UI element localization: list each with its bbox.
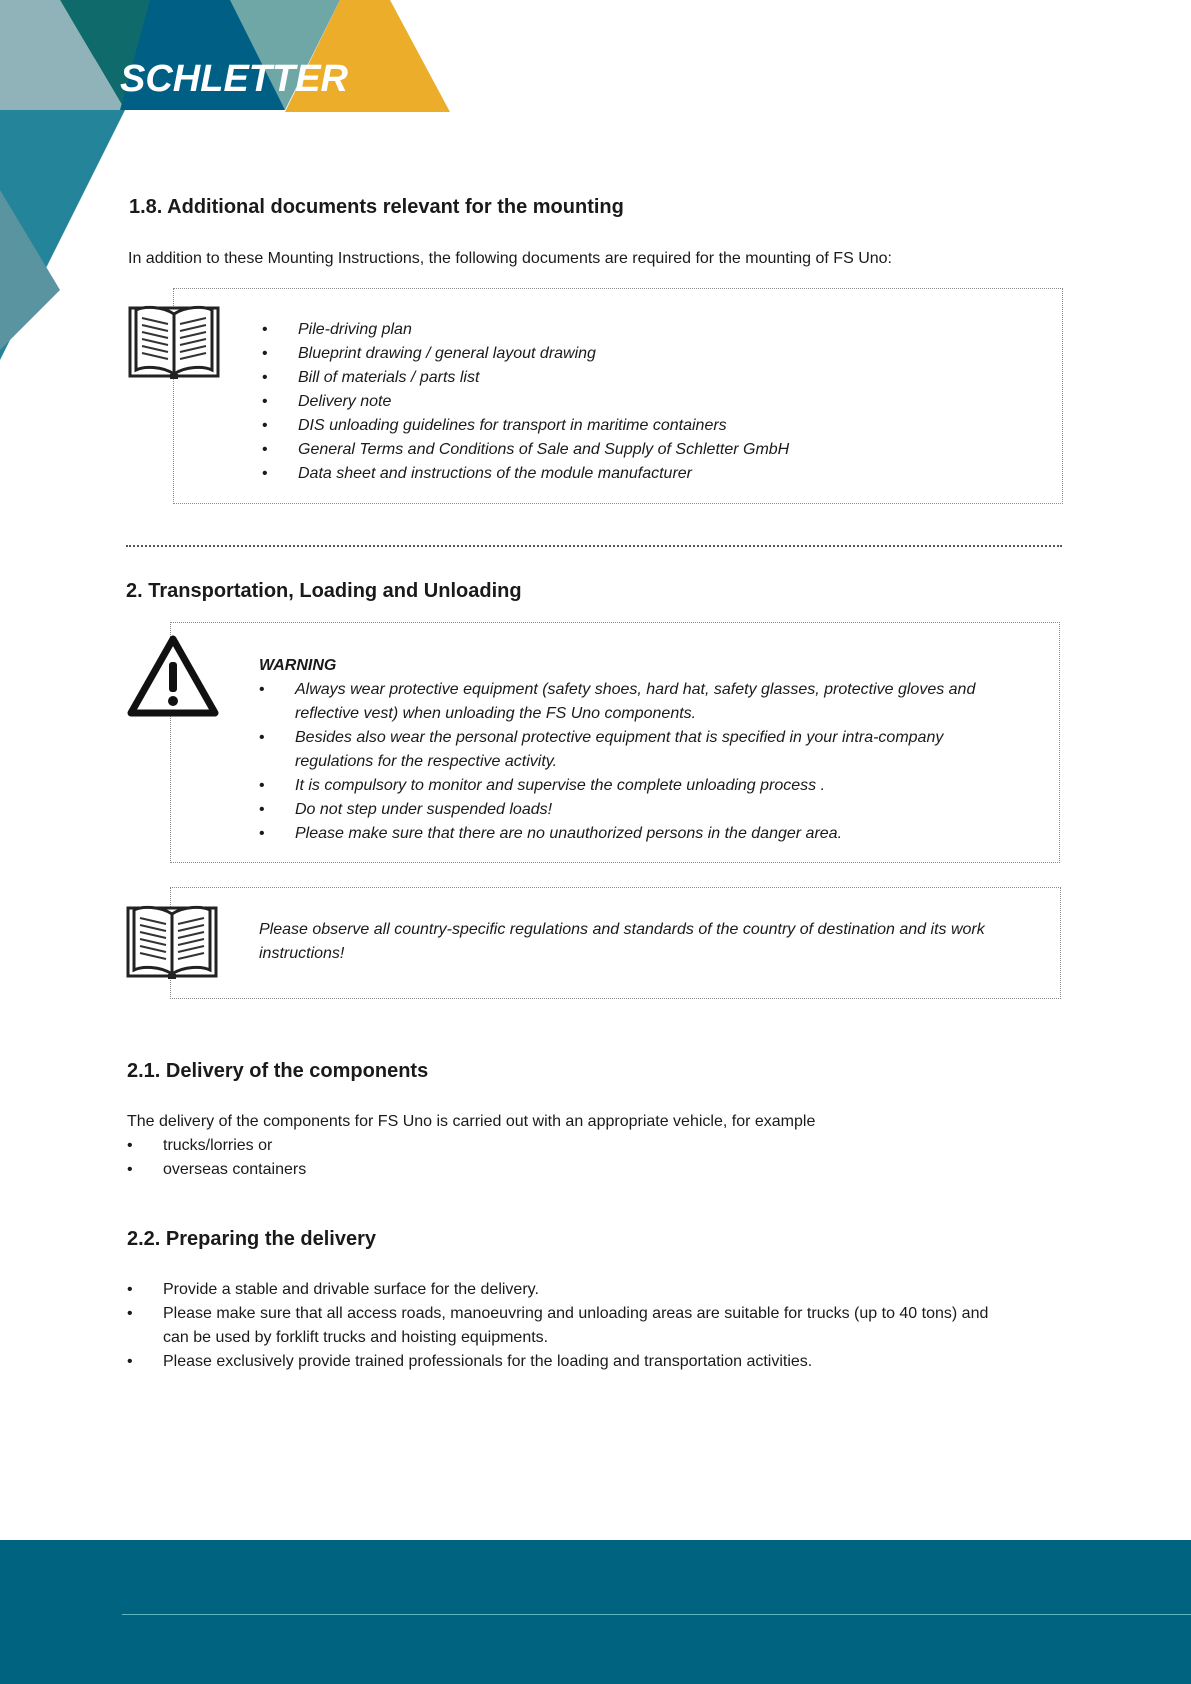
list-item: • Pile-driving plan <box>262 321 412 338</box>
list-item: • Do not step under suspended loads! <box>259 801 553 818</box>
list-item: • Please exclusively provide trained professionals for the loading and transportation activities. <box>127 1353 813 1370</box>
section-1-8-intro: In addition to these Mounting Instructions, the following documents are required for the mounting of FS Uno: <box>128 250 892 267</box>
section-2-title: 2. Transportation, Loading and Unloading <box>126 580 522 602</box>
footer-divider-line <box>122 1614 1191 1615</box>
country-regulations-note: Please observe all country-specific regulations and standards of the country of destination and its work instructions! <box>259 921 985 962</box>
documents-list <box>262 318 1042 486</box>
list-item: • Please make sure that there are no unauthorized persons in the danger area. <box>259 825 843 842</box>
preparing-delivery-list <box>127 1278 1007 1374</box>
delivery-vehicles-list <box>127 1134 1027 1182</box>
warning-triangle-icon <box>126 634 220 718</box>
section-2-1-title: 2.1. Delivery of the components <box>127 1060 429 1082</box>
list-item: • Besides also wear the personal protective equipment that is specified in your intra-company regulations for the respective activity. <box>259 729 944 770</box>
section-divider <box>126 545 1062 547</box>
section-2-2-title: 2.2. Preparing the delivery <box>127 1228 376 1250</box>
schletter-logo: SCHLETTER <box>120 58 348 100</box>
list-item: • Data sheet and instructions of the module manufacturer <box>262 465 692 482</box>
list-item: • trucks/lorries or <box>127 1137 273 1154</box>
list-item: • Provide a stable and drivable surface for the delivery. <box>127 1281 539 1298</box>
list-item: • It is compulsory to monitor and supervise the complete unloading process . <box>259 777 826 794</box>
footer-band <box>0 1540 1191 1684</box>
warning-heading: WARNING <box>259 657 337 674</box>
section-1-8-title: 1.8. Additional documents relevant for the mounting <box>129 196 624 218</box>
list-item: • Please make sure that all access roads, manoeuvring and unloading areas are suitable for trucks (up to 40 tons) and can be used by forklift trucks and hoisting equipments. <box>127 1305 989 1346</box>
book-icon <box>126 900 218 982</box>
list-item: • General Terms and Conditions of Sale and Supply of Schletter GmbH <box>262 441 790 458</box>
list-item: • Bill of materials / parts list <box>262 369 480 386</box>
list-item: • DIS unloading guidelines for transport in maritime containers <box>262 417 727 434</box>
list-item: • Always wear protective equipment (safety shoes, hard hat, safety glasses, protective gloves and reflective vest) when unloading the FS Uno components. <box>259 681 976 722</box>
list-item: • Blueprint drawing / general layout drawing <box>262 345 596 362</box>
list-item: • Delivery note <box>262 393 392 410</box>
list-item: • overseas containers <box>127 1161 307 1178</box>
warning-list <box>259 678 989 846</box>
section-2-1-intro: The delivery of the components for FS Uno is carried out with an appropriate vehicle, for example <box>127 1113 816 1130</box>
book-icon <box>128 300 220 382</box>
